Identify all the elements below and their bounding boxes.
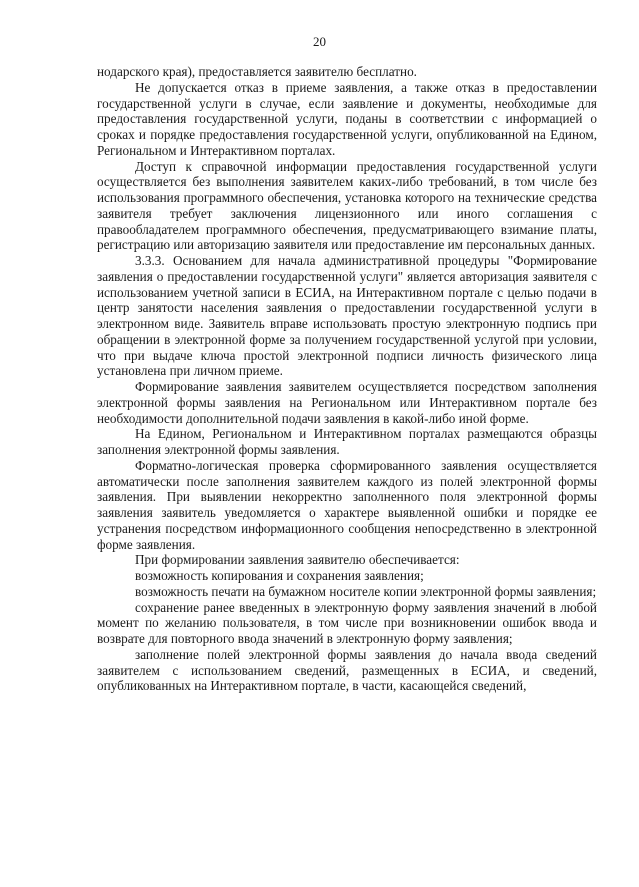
paragraph: 3.3.3. Основанием для начала административной процедуры "Формирование заявления о предоставлении государственной услуги" является авторизация заявителя с использованием учетной записи в ЕСИА, на Интерактивном портале с целью подачи в центр занятости населения заявления о предоставлении государственной услуги в электронном виде. Заявитель вправе использовать простую электронную подпись при обращении в электронной форме за получением государственной услугой при условии, что при выдаче ключа простой электронной подписи личность физического лица установлена при личном приеме. bbox=[97, 253, 597, 379]
paragraph: Не допускается отказ в приеме заявления, а также отказ в предоставлении государственной услуги в случае, если заявление и документы, необходимые для предоставления государственной услуги, поданы в соответствии с информацией о сроках и порядке предоставления государственной услуги, опубликованной на Едином, Региональном и Интерактивном порталах. bbox=[97, 79, 597, 158]
paragraph: заполнение полей электронной формы заявления до начала ввода сведений заявителем с использованием сведений, размещенных в ЕСИА, и сведений, опубликованных на Интерактивном портале, в части, касающейся сведений, bbox=[97, 646, 597, 694]
paragraph: На Едином, Региональном и Интерактивном порталах размещаются образцы заполнения электронной формы заявления. bbox=[97, 426, 597, 457]
page-number: 20 bbox=[313, 34, 326, 49]
paragraph: возможность копирования и сохранения заявления; bbox=[135, 568, 424, 583]
paragraph: При формировании заявления заявителю обеспечивается: bbox=[135, 552, 460, 568]
document-body bbox=[97, 64, 597, 694]
paragraph: сохранение ранее введенных в электронную форму заявления значений в любой момент по желанию пользователя, в том числе при возникновении ошибок ввода и возврате для повторного ввода значений в электронную форму заявления; bbox=[97, 599, 597, 646]
paragraph: Форматно-логическая проверка сформированного заявления осуществляется автоматически после заполнения заявителем каждого из полей электронной формы заявления. При выявлении некорректно заполненного поля электронной формы заявления заявитель уведомляется о характере выявленной ошибки и порядке ее устранения посредством информационного сообщения непосредственно в электронной форме заявления. bbox=[97, 457, 597, 552]
paragraph: Формирование заявления заявителем осуществляется посредством заполнения электронной формы заявления на Региональном или Интерактивном портале без необходимости дополнительной подачи заявления в какой-либо иной форме. bbox=[97, 379, 597, 426]
paragraph: Доступ к справочной информации предоставления государственной услуги осуществляется без выполнения заявителем каких-либо требований, в том числе без использования программного обеспечения, установка которого на технические средства заявителя требует заключения лицензионного или иного соглашения с правообладателем программного обеспечения, предусматривающего взимание платы, регистрацию или авторизацию заявителя или предоставление им персональных данных. bbox=[97, 158, 597, 253]
paragraph: нодарского края), предоставляется заявителю бесплатно. bbox=[97, 64, 417, 79]
paragraph: возможность печати на бумажном носителе копии электронной формы заявления; bbox=[135, 583, 597, 599]
